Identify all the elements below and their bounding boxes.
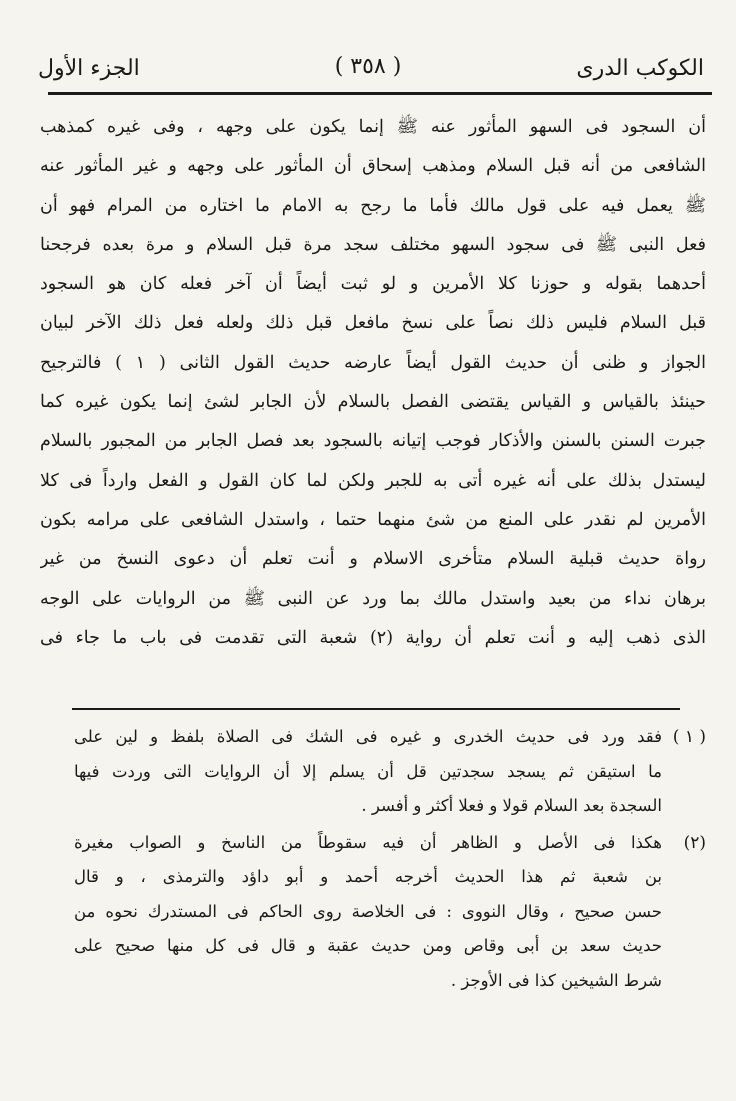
footnote-line: بن شعبة ثم هذا الحديث أخرجه أحمد و أبو داؤد والترمذى ، و قال — [74, 867, 662, 886]
footnote-line: شرط الشيخين كذا فى الأوجز . — [450, 970, 662, 990]
main-text — [40, 108, 706, 658]
main-line: الأمرين لم نقدر على المنع من شئ منهما حتما ، واستدل الشافعى على مرامه بكون — [40, 509, 706, 530]
volume-label: الجزء الأول — [38, 56, 140, 81]
main-line: أحدهما بقوله و حوزنا كلا الأمرين و لو ثبت أيضاً أن آخر فعله كان هو السجود — [40, 274, 706, 295]
footnote-line: ما استيقن ثم يسجد سجدتين قل أن يسلم إلا أن الروايات التى وردت فيها — [74, 761, 662, 781]
footnote-body — [74, 720, 662, 824]
main-line: ليستدل بذلك على أنه غيره أتى به للجبر ولكن لما كان القول و الفعل وارداً فى كلا — [40, 470, 706, 491]
footnote-line: فقد ورد فى حديث الخدرى و غيره فى الشك فى الصلاة بلفظ و لين على — [74, 727, 662, 746]
main-line: الذى ذهب إليه و أنت تعلم أن رواية (٢) شعبة التى تقدمت فى باب ما جاء فى — [40, 627, 706, 648]
footnote-2 — [74, 826, 706, 999]
footnotes — [74, 720, 706, 1000]
footnote-rule — [72, 708, 680, 710]
main-line: حينئذ بالقياس و القياس يقتضى الفصل بالسلام لأن الجابر لشئ إنما يكون غيره كما — [40, 392, 706, 413]
footnote-body — [74, 826, 662, 999]
footnote-line: حديث سعد بن أبى وقاص ومن حديث عقبة و قال فى كل منها صحيح على — [74, 936, 662, 955]
footnote-line: حسن صحيح ، وقال النووى : فى الخلاصة روى الحاكم فى المستدرك نحوه من — [74, 901, 662, 921]
footnote-number: ( ١ ) — [672, 727, 706, 747]
main-line: جبرت السنن بالسنن والأذكار فوجب إتيانه بالسجود بعد فصل الجابر من المجبور بالسلام — [40, 431, 706, 452]
page-header — [32, 52, 704, 88]
page-number: ( ٣٥٨ ) — [334, 54, 402, 79]
main-line: الجواز و ظنى أن حديث القول أيضاً عارضه حديث القول الثانى ( ١ ) فالترجيح — [40, 352, 706, 373]
main-line: قبل السلام فليس ذلك نصاً على نسخ مافعل قبل ذلك ولعله فعل ذلك الآخر لبيان — [40, 313, 706, 334]
footnote-line: هكذا فى الأصل و الظاهر أن فيه سقوطاً من الناسخ و الصواب مغيرة — [74, 832, 662, 852]
book-title: الكوكب الدرى — [576, 56, 704, 81]
main-line: الشافعى من أنه قبل السلام ومذهب إسحاق أن المأثور على وجهه و غير المأثور عنه — [40, 156, 706, 177]
footnote-number: (٢) — [683, 832, 706, 853]
header-rule — [48, 92, 712, 95]
main-line: أن السجود فى السهو المأثور عنه ﷺ إنما يكون على وجهه ، وفى غيره كمذهب — [40, 117, 706, 137]
main-line: رواة حديث قبلية السلام متأخرى الاسلام و أنت تعلم أن دعوى النسخ من غير — [40, 549, 706, 570]
main-line: برهان نداء من بعيد واستدل مالك بما ورد عن النبى ﷺ من الروايات على الوجه — [40, 588, 706, 609]
main-line: ﷺ يعمل فيه على قول مالك فأما ما رجح به الامام ما اختاره من المرام فهو أن — [40, 195, 706, 216]
footnote-1 — [74, 720, 706, 824]
footnote-line: السجدة بعد السلام قولا و فعلا أكثر و أفسر . — [361, 796, 662, 815]
main-line: فعل النبى ﷺ فى سجود السهو مختلف سجد مرة قبل السلام و مرة بعده فرجحنا — [40, 234, 706, 255]
